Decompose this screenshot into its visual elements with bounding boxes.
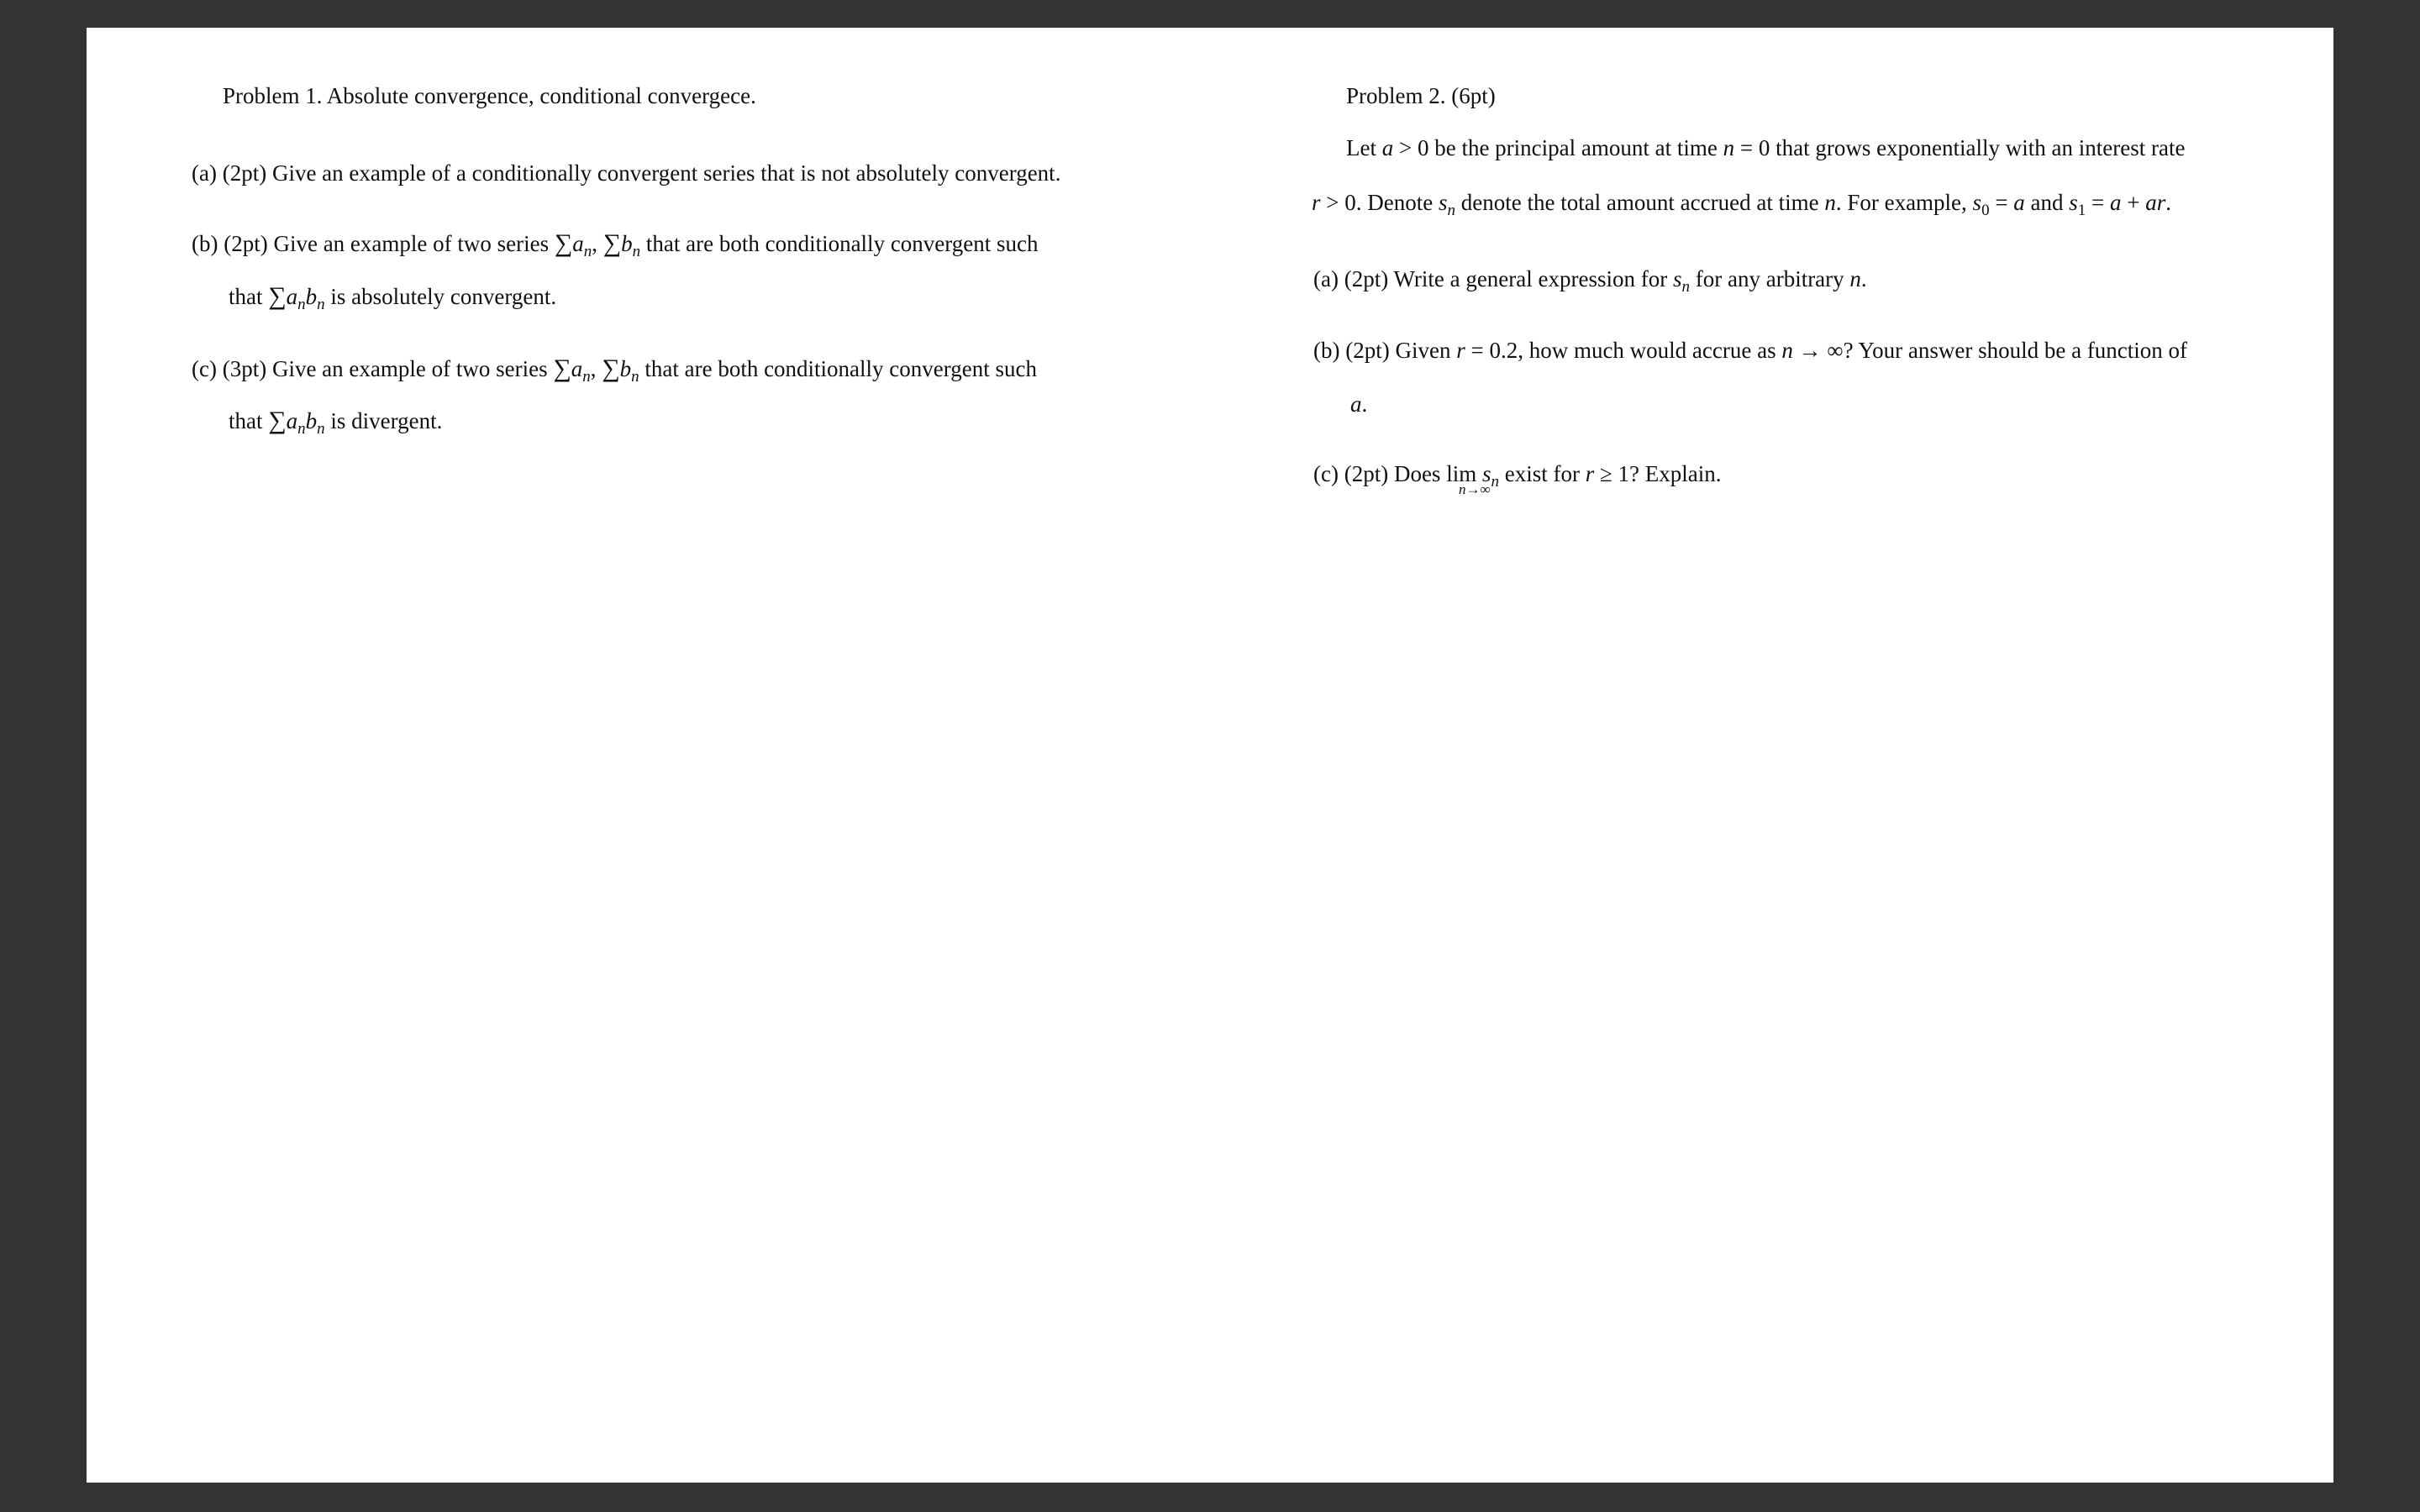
text-segment: that are both conditionally convergent such <box>640 231 1039 256</box>
math-segment: s <box>1672 266 1682 291</box>
problem1-title <box>223 82 756 109</box>
math-segment: a <box>1381 135 1394 160</box>
math-segment: r <box>1585 461 1595 486</box>
math-segment: 1 <box>2077 202 2086 219</box>
text-segment: is absolutely convergent. <box>324 284 557 309</box>
math-segment: a <box>1350 391 1362 417</box>
math-segment: b <box>305 284 318 309</box>
problem2-part-c <box>1313 460 1722 496</box>
math-segment: ar <box>2145 190 2166 215</box>
problem1-part-c <box>192 355 1037 391</box>
text-segment: ≥ 1? Explain. <box>1594 461 1722 486</box>
math-segment: a <box>572 231 584 256</box>
sum-symbol: ∑ <box>554 229 573 257</box>
math-segment: r <box>1312 190 1321 215</box>
text-segment: > 0 be the principal amount at time <box>1393 135 1723 160</box>
math-segment: n <box>1781 338 1793 363</box>
math-segment: a <box>2110 190 2122 215</box>
math-segment: n <box>583 243 592 260</box>
math-segment: s <box>2069 190 2078 215</box>
math-segment: a <box>286 284 298 309</box>
problem1-part-a <box>192 160 1060 186</box>
text-segment: Let <box>1346 135 1382 160</box>
text-segment: lim <box>1446 461 1477 486</box>
sum-symbol: ∑ <box>553 354 571 382</box>
text-segment: Problem 1. Absolute convergence, conditional convergece. <box>223 83 756 108</box>
math-segment: n <box>1849 266 1861 291</box>
text-segment: (b) (2pt) Given <box>1313 338 1457 363</box>
text-segment: → ∞? Your answer should be a function of <box>1792 338 2188 363</box>
sum-symbol: ∑ <box>268 282 287 310</box>
math-segment: n <box>297 420 306 438</box>
text-segment: > 0. Denote <box>1320 190 1439 215</box>
math-segment: n <box>1447 202 1455 219</box>
limit-subscript: n→∞ <box>1459 481 1491 497</box>
math-segment: n <box>297 296 306 313</box>
sum-symbol: ∑ <box>602 229 622 257</box>
math-segment: n <box>582 368 591 386</box>
text-segment: that <box>229 408 269 433</box>
problem2-part-b <box>1313 337 2187 364</box>
problem2-title <box>1346 82 1496 109</box>
math-segment: 0 <box>1981 202 1990 219</box>
problem2-part-b-cont <box>1350 391 1367 417</box>
text-segment: = 0 that grows exponentially with an interest rate <box>1734 135 2186 160</box>
text-segment: , <box>590 356 602 381</box>
text-segment: . <box>1361 391 1368 417</box>
problem2-intro <box>1346 134 2185 161</box>
text-segment: for any arbitrary <box>1690 266 1850 291</box>
math-segment: n <box>1723 135 1735 160</box>
text-segment: , <box>592 231 603 256</box>
problem1-part-b-cont <box>229 283 556 318</box>
text-segment: = <box>2086 190 2111 215</box>
problem1-part-b <box>192 230 1039 265</box>
text-segment: . <box>2165 190 2172 215</box>
sum-symbol: ∑ <box>602 354 620 382</box>
math-segment: b <box>621 231 633 256</box>
text-segment: (a) (2pt) Give an example of a conditionally convergent series that is not absolutely convergent. <box>192 160 1061 186</box>
document-page <box>87 28 2333 1483</box>
math-segment: n <box>1824 190 1836 215</box>
math-segment: s <box>1972 190 1982 215</box>
text-segment: (c) (2pt) Does <box>1313 461 1447 486</box>
math-segment: n <box>317 420 325 438</box>
math-segment: a <box>286 408 298 433</box>
math-segment: s <box>1481 461 1491 486</box>
math-segment: s <box>1438 190 1448 215</box>
math-segment: n <box>632 243 641 260</box>
text-segment: = <box>1989 190 2014 215</box>
math-segment: n <box>1491 473 1499 491</box>
sum-symbol: ∑ <box>268 407 287 434</box>
math-segment: b <box>619 356 632 381</box>
text-segment: (c) (3pt) Give an example of two series <box>192 356 554 381</box>
text-segment: (b) (2pt) Give an example of two series <box>192 231 555 256</box>
text-segment: is divergent. <box>324 408 443 433</box>
text-segment: Problem 2. (6pt) <box>1346 83 1496 108</box>
text-segment: . For example, <box>1835 190 1973 215</box>
text-segment: and <box>2024 190 2070 215</box>
math-segment: n <box>631 368 639 386</box>
text-segment: . <box>1860 266 1867 291</box>
math-segment: a <box>2013 190 2025 215</box>
text-segment: (a) (2pt) Write a general expression for <box>1313 266 1673 291</box>
problem2-part-a <box>1313 265 1867 301</box>
text-segment: that are both conditionally convergent such <box>639 356 1037 381</box>
math-segment: a <box>571 356 583 381</box>
math-segment: n <box>1681 278 1690 296</box>
text-segment: that <box>229 284 269 309</box>
text-segment: + <box>2121 190 2146 215</box>
text-segment: = 0.2, how much would accrue as <box>1465 338 1782 363</box>
problem2-intro-cont <box>1312 189 2171 224</box>
math-segment: b <box>305 408 318 433</box>
text-segment: exist for <box>1498 461 1586 486</box>
problem1-part-c-cont <box>229 407 442 443</box>
math-segment: n <box>317 296 325 313</box>
text-segment: denote the total amount accrued at time <box>1455 190 1825 215</box>
math-segment: r <box>1456 338 1465 363</box>
